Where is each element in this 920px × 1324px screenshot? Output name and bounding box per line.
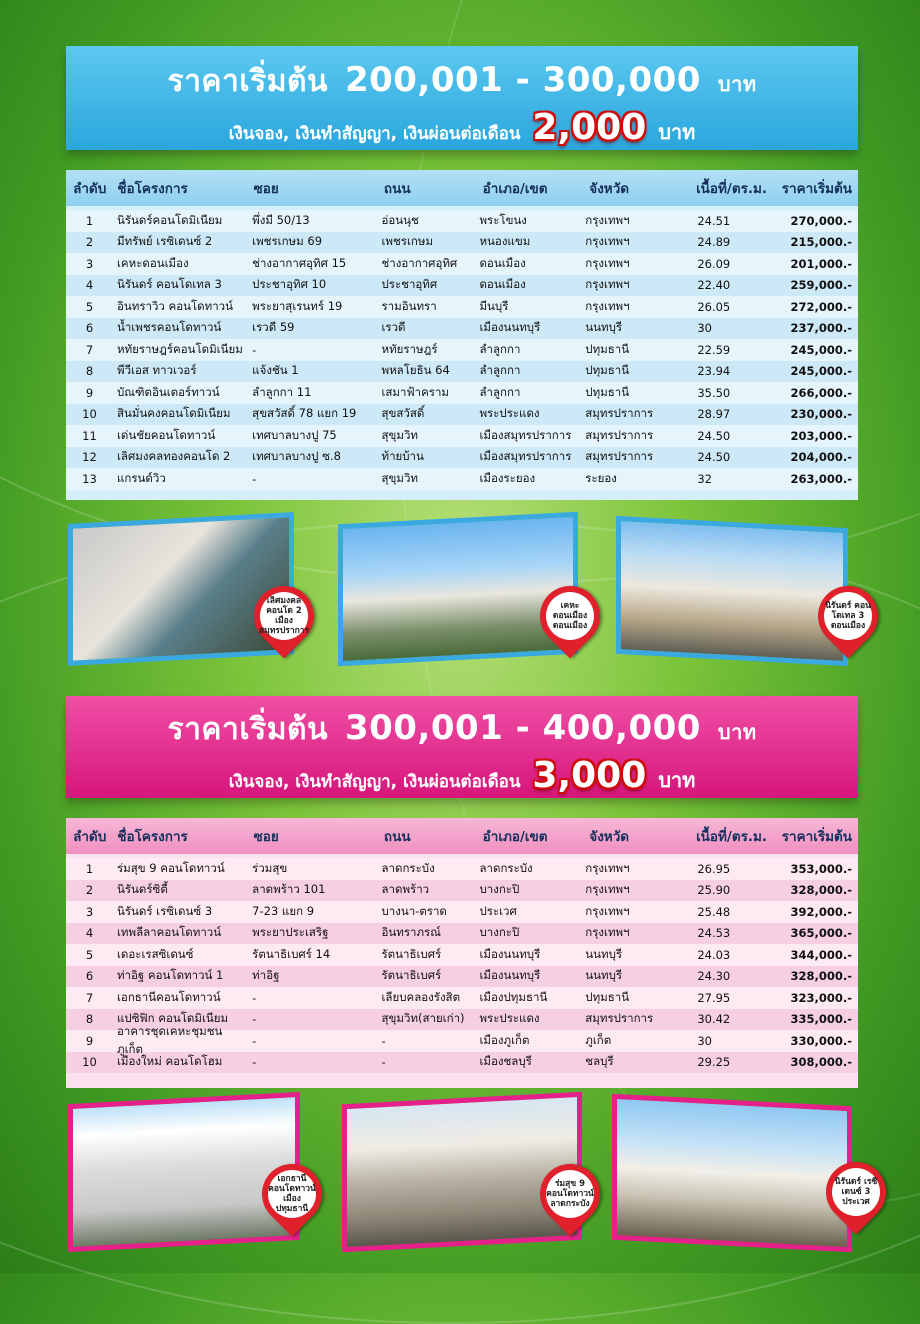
- col-province: กรุงเทพฯ: [585, 298, 630, 313]
- col-price: 330,000.-: [790, 1033, 852, 1048]
- col-road: สุขุมวิท: [381, 470, 418, 485]
- col-area: 23.94: [697, 364, 731, 379]
- col-no: 8: [85, 1012, 94, 1027]
- col-district: ประเวศ: [479, 903, 517, 918]
- table-row: [66, 210, 858, 232]
- col-soi: -: [252, 471, 257, 486]
- col-road: อ่อนนุช: [381, 212, 419, 227]
- header-col-province: จังหวัด: [589, 829, 630, 845]
- col-area: 26.95: [697, 861, 731, 876]
- col-price: 215,000.-: [790, 235, 852, 250]
- col-district: ดอนเมือง: [479, 255, 526, 270]
- col-road: เรวดี: [381, 320, 406, 335]
- col-district: เมืองสมุทรปราการ: [479, 449, 572, 464]
- col-price: 230,000.-: [790, 407, 852, 422]
- col-province: นนทบุรี: [585, 968, 623, 983]
- col-province: กรุงเทพฯ: [585, 277, 630, 292]
- col-district: เมืองระยอง: [479, 470, 536, 485]
- table-row: [66, 318, 858, 340]
- location-pin: นิรันดร์ เรซิเดนซ์ 3 ประเวศ: [814, 1150, 899, 1235]
- col-province: ปทุมธานี: [585, 363, 630, 378]
- col-district: ดอนเมือง: [479, 277, 526, 292]
- col-district: เมืองชลบุรี: [479, 1054, 532, 1069]
- col-project: สินมั่นคงคอนโดมิเนียม: [116, 406, 231, 421]
- col-project: เอกธานีคอนโดทาวน์: [116, 989, 221, 1004]
- col-soi: เทศบาลบางปู ซ.8: [252, 449, 341, 464]
- col-no: 5: [85, 299, 94, 314]
- section-2-subtitle: [66, 755, 858, 796]
- col-price: 323,000.-: [790, 990, 852, 1005]
- col-district: เมืองนนทบุรี: [479, 320, 541, 335]
- table-row: [66, 232, 858, 254]
- col-area: 24.51: [697, 213, 731, 228]
- col-no: 11: [82, 428, 97, 443]
- col-area: 24.30: [697, 969, 731, 984]
- col-district: ลาดกระบัง: [479, 860, 533, 875]
- col-project: นิรันดร์คอนโดมิเนียม: [116, 212, 223, 227]
- table-row: [66, 944, 858, 966]
- col-no: 9: [85, 1033, 94, 1048]
- price-range: 200,001 - 300,000: [344, 60, 701, 100]
- col-province: ปทุมธานี: [585, 384, 630, 399]
- section-2-banner: [66, 696, 858, 798]
- section-2-table: [66, 818, 858, 1088]
- col-road: สุขุมวิท: [381, 427, 418, 442]
- col-province: ปทุมธานี: [585, 341, 630, 356]
- col-district: พระประแดง: [479, 1011, 540, 1026]
- col-province: กรุงเทพฯ: [585, 212, 630, 227]
- col-soi: ประชาอุทิศ 10: [252, 277, 327, 292]
- col-area: 30: [697, 321, 712, 336]
- col-soi: 7-23 แยก 9: [252, 903, 315, 918]
- title-prefix: ราคาเริ่มต้น: [167, 64, 328, 99]
- col-road: ท้ายบ้าน: [381, 449, 424, 464]
- col-project: บัณฑิตอินเตอร์ทาวน์: [116, 384, 220, 399]
- header-col-soi: ซอย: [253, 829, 279, 845]
- header-col-area: เนื้อที่/ตร.ม.: [696, 829, 768, 845]
- col-road: ช่างอากาศอุทิศ: [381, 255, 458, 270]
- col-price: 266,000.-: [790, 385, 852, 400]
- col-district: มีนบุรี: [479, 298, 509, 313]
- col-area: 24.50: [697, 450, 731, 465]
- col-price: 365,000.-: [790, 926, 852, 941]
- project-photo: [68, 1092, 300, 1252]
- col-price: 392,000.-: [790, 904, 852, 919]
- price-unit: บาท: [717, 720, 757, 744]
- col-district: บางกะปิ: [479, 882, 520, 897]
- col-no: 4: [85, 926, 94, 941]
- location-pin: เคหะ ดอนเมือง ดอนเมือง: [528, 574, 613, 659]
- amount-unit: บาท: [658, 120, 696, 144]
- table-header: [66, 818, 858, 854]
- col-road: พหลโยธิน 64: [381, 363, 450, 378]
- col-price: 245,000.-: [790, 342, 852, 357]
- col-road: รามอินทรา: [381, 298, 437, 313]
- col-soi: -: [252, 342, 257, 357]
- location-pin: เลิศมงคล คอนโด 2 เมืองสมุทรปราการ: [242, 574, 327, 659]
- section-1-title: [66, 46, 858, 105]
- project-photo: [612, 1094, 852, 1253]
- table-row: [66, 966, 858, 988]
- col-district: เมืองนนทบุรี: [479, 946, 541, 961]
- col-soi: พระยาประเสริฐ: [252, 925, 329, 940]
- col-soi: สุขสวัสดิ์ 78 แยก 19: [252, 406, 357, 421]
- section-2-title: [66, 696, 858, 753]
- col-province: สมุทรปราการ: [585, 449, 654, 464]
- header-col-no: ลำดับ: [73, 181, 107, 197]
- table-row: [66, 275, 858, 297]
- table-row: [66, 382, 858, 404]
- col-project: เดอะเรสซิเดนซ์: [116, 946, 194, 961]
- col-soi: รัตนาธิเบศร์ 14: [252, 946, 331, 961]
- section-1-table: [66, 170, 858, 500]
- table-row: [66, 447, 858, 469]
- col-area: 24.03: [697, 947, 731, 962]
- table-row: [66, 923, 858, 945]
- project-photo: [342, 1092, 582, 1253]
- col-area: 25.90: [697, 883, 731, 898]
- col-province: นนทบุรี: [585, 320, 623, 335]
- header-col-road: ถนน: [383, 181, 411, 197]
- header-col-district: อำเภอ/เขต: [482, 181, 548, 197]
- col-no: 2: [85, 235, 94, 250]
- col-area: 26.05: [697, 299, 731, 314]
- col-project: เด่นชัยคอนโดทาวน์: [116, 427, 216, 442]
- col-area: 26.09: [697, 256, 731, 271]
- col-no: 3: [85, 256, 94, 271]
- price-section-2: [66, 696, 858, 1096]
- price-range: 300,001 - 400,000: [344, 708, 701, 748]
- col-no: 9: [85, 385, 94, 400]
- col-area: 30.42: [697, 1012, 731, 1027]
- header-col-project: ชื่อโครงการ: [117, 181, 188, 197]
- table-row: [66, 468, 858, 490]
- col-project: เลิศมงคลทองคอนโด 2: [116, 449, 231, 464]
- col-soi: แจ้งชัน 1: [252, 363, 299, 378]
- col-price: 308,000.-: [790, 1055, 852, 1070]
- col-province: สมุทรปราการ: [585, 427, 654, 442]
- col-road: เพชรเกษม: [381, 234, 434, 249]
- col-price: 328,000.-: [790, 969, 852, 984]
- col-area: 32: [697, 471, 712, 486]
- col-project: น้ำเพชรคอนโดทาวน์: [116, 320, 222, 335]
- col-road: -: [381, 1055, 386, 1070]
- table-header: [66, 170, 858, 206]
- col-price: 328,000.-: [790, 883, 852, 898]
- monthly-amount: 2,000: [532, 107, 647, 148]
- table-row: [66, 1023, 858, 1056]
- col-project: ท่าอิฐ คอนโดทาวน์ 1: [116, 968, 224, 983]
- col-project: นิรันดร์ เรซิเดนซ์ 3: [116, 903, 213, 918]
- col-road: ลาดพร้าว: [381, 882, 430, 897]
- col-no: 8: [85, 364, 94, 379]
- col-soi: ลาดพร้าว 101: [252, 882, 326, 897]
- header-col-district: อำเภอ/เขต: [482, 829, 548, 845]
- col-project: แกรนด์วิว: [116, 470, 166, 485]
- col-no: 3: [85, 904, 94, 919]
- col-district: ลำลูกกา: [479, 363, 521, 378]
- monthly-amount: 3,000: [532, 755, 647, 796]
- col-province: กรุงเทพฯ: [585, 234, 630, 249]
- col-soi: -: [252, 1012, 257, 1027]
- col-province: ภูเก็ต: [585, 1032, 612, 1047]
- col-area: 24.53: [697, 926, 731, 941]
- col-project: หทัยราษฎร์คอนโดมิเนียม: [116, 341, 243, 356]
- col-price: 203,000.-: [790, 428, 852, 443]
- table-row: [66, 987, 858, 1009]
- header-col-no: ลำดับ: [73, 829, 107, 845]
- col-road: เสมาฟ้าคราม: [381, 384, 449, 399]
- col-soi: -: [252, 1055, 257, 1070]
- col-road: อินทราภรณ์: [381, 925, 441, 940]
- col-no: 10: [82, 1055, 97, 1070]
- col-soi: เทศบาลบางปู 75: [252, 427, 337, 442]
- col-area: 28.97: [697, 407, 731, 422]
- header-col-project: ชื่อโครงการ: [117, 829, 188, 845]
- col-province: ชลบุรี: [585, 1054, 614, 1069]
- col-province: กรุงเทพฯ: [585, 925, 630, 940]
- col-road: สุขสวัสดิ์: [381, 406, 425, 421]
- col-soi: -: [252, 1033, 257, 1048]
- col-project: เทพลีลาคอนโดทาวน์: [116, 925, 222, 940]
- col-no: 6: [85, 321, 94, 336]
- col-road: ลาดกระบัง: [381, 860, 435, 875]
- col-soi: ท่าอิฐ: [252, 968, 280, 983]
- section-1-subtitle: [66, 107, 858, 148]
- col-area: 25.48: [697, 904, 731, 919]
- table-row: [66, 1052, 858, 1074]
- project-photo: [616, 516, 848, 666]
- col-price: 335,000.-: [790, 1012, 852, 1027]
- col-district: เมืองปทุมธานี: [479, 989, 548, 1004]
- col-province: กรุงเทพฯ: [585, 860, 630, 875]
- col-price: 237,000.-: [790, 321, 852, 336]
- col-area: 24.89: [697, 235, 731, 250]
- col-no: 12: [82, 450, 97, 465]
- table-row: [66, 404, 858, 426]
- col-district: พระประแดง: [479, 406, 540, 421]
- header-col-price: ราคาเริ่มต้น: [781, 829, 852, 845]
- col-area: 22.40: [697, 278, 731, 293]
- header-col-road: ถนน: [383, 829, 411, 845]
- col-price: 204,000.-: [790, 450, 852, 465]
- col-road: ประชาอุทิศ: [381, 277, 438, 292]
- col-no: 6: [85, 969, 94, 984]
- col-district: เมืองภูเก็ต: [479, 1032, 530, 1047]
- col-soi: ลำลูกกา 11: [252, 384, 312, 399]
- col-area: 24.50: [697, 428, 731, 443]
- col-province: กรุงเทพฯ: [585, 882, 630, 897]
- col-province: สมุทรปราการ: [585, 1011, 654, 1026]
- col-province: ปทุมธานี: [585, 989, 630, 1004]
- col-soi: พระยาสุเรนทร์ 19: [252, 298, 343, 313]
- col-price: 201,000.-: [790, 256, 852, 271]
- col-price: 353,000.-: [790, 861, 852, 876]
- col-district: เมืองนนทบุรี: [479, 968, 541, 983]
- col-road: เลียบคลองรังสิต: [381, 989, 461, 1004]
- col-province: ระยอง: [585, 470, 617, 485]
- col-province: สมุทรปราการ: [585, 406, 654, 421]
- col-no: 5: [85, 947, 94, 962]
- col-no: 2: [85, 883, 94, 898]
- header-col-province: จังหวัด: [589, 181, 630, 197]
- col-road: สุขุมวิท(สายเก่า): [381, 1011, 465, 1026]
- col-project: อาคารชุดเคหะชุมชนภูเก็ต: [116, 1023, 223, 1056]
- col-no: 7: [85, 990, 94, 1005]
- col-road: บางนา-ตราด: [381, 903, 447, 918]
- col-project: เคหะดอนเมือง: [116, 255, 189, 270]
- col-price: 263,000.-: [790, 471, 852, 486]
- col-no: 1: [85, 213, 94, 228]
- col-district: บางกะปิ: [479, 925, 520, 940]
- col-soi: เรวดี 59: [252, 320, 295, 335]
- col-price: 272,000.-: [790, 299, 852, 314]
- col-province: นนทบุรี: [585, 946, 623, 961]
- col-district: ลำลูกกา: [479, 341, 521, 356]
- col-soi: ช่างอากาศอุทิศ 15: [252, 255, 347, 270]
- col-soi: ร่วมสุข: [252, 860, 288, 875]
- header-col-area: เนื้อที่/ตร.ม.: [696, 181, 768, 197]
- amount-unit: บาท: [658, 768, 696, 792]
- col-project: นิรันดร์ คอนโดเทล 3: [116, 277, 222, 292]
- col-area: 22.59: [697, 342, 731, 357]
- col-project: ร่มสุข 9 คอนโดทาวน์: [116, 860, 225, 875]
- col-project: อินทราวิว คอนโดทาวน์: [116, 298, 234, 313]
- col-no: 1: [85, 861, 94, 876]
- col-road: รัตนาธิเบศร์: [381, 968, 442, 983]
- payment-text: เงินจอง, เงินทำสัญญา, เงินผ่อนต่อเดือน: [228, 124, 521, 144]
- table-row: [66, 296, 858, 318]
- col-soi: -: [252, 990, 257, 1005]
- location-pin: ร่มสุข 9 คอนโดทาวน์ ลาดกระบัง: [528, 1152, 613, 1237]
- col-district: พระโขนง: [479, 212, 527, 227]
- table-row: [66, 901, 858, 923]
- col-district: ลำลูกกา: [479, 384, 521, 399]
- col-soi: เพชรเกษม 69: [252, 234, 323, 249]
- col-no: 13: [82, 471, 97, 486]
- location-pin: เอกธานี คอนโดทาวน์ เมืองปทุมธานี: [250, 1152, 335, 1237]
- project-photo: [338, 512, 578, 667]
- col-project: แปซิฟิก คอนโดมิเนียม: [116, 1011, 229, 1026]
- col-area: 35.50: [697, 385, 731, 400]
- payment-text: เงินจอง, เงินทำสัญญา, เงินผ่อนต่อเดือน: [228, 772, 521, 792]
- col-no: 4: [85, 278, 94, 293]
- table-row: [66, 425, 858, 447]
- price-unit: บาท: [717, 72, 757, 96]
- col-project: เมืองใหม่ คอนโดโฮม: [116, 1054, 223, 1069]
- col-price: 270,000.-: [790, 213, 852, 228]
- col-area: 30: [697, 1033, 712, 1048]
- table-row: [66, 339, 858, 361]
- header-col-price: ราคาเริ่มต้น: [781, 181, 852, 197]
- col-district: เมืองสมุทรปราการ: [479, 427, 572, 442]
- col-price: 245,000.-: [790, 364, 852, 379]
- table-row: [66, 361, 858, 383]
- col-province: กรุงเทพฯ: [585, 903, 630, 918]
- col-road: หทัยราษฎร์: [381, 341, 438, 356]
- col-no: 7: [85, 342, 94, 357]
- col-area: 29.25: [697, 1055, 731, 1070]
- table-row: [66, 253, 858, 275]
- col-province: กรุงเทพฯ: [585, 255, 630, 270]
- col-price: 259,000.-: [790, 278, 852, 293]
- col-price: 344,000.-: [790, 947, 852, 962]
- col-district: หนองแขม: [479, 234, 531, 249]
- section-1-banner: [66, 46, 858, 150]
- col-project: นิรันดร์ซิตี้: [116, 882, 168, 897]
- col-area: 27.95: [697, 990, 731, 1005]
- col-road: -: [381, 1033, 386, 1048]
- col-project: พีวีเอส ทาวเวอร์: [116, 363, 197, 378]
- location-pin: นิรันดร์ คอนโดเทล 3 ดอนเมือง: [806, 574, 891, 659]
- col-no: 10: [82, 407, 97, 422]
- table-row: [66, 858, 858, 880]
- col-road: รัตนาธิเบศร์: [381, 946, 442, 961]
- table-row: [66, 880, 858, 902]
- header-col-soi: ซอย: [253, 181, 279, 197]
- project-photo: [68, 512, 294, 666]
- col-soi: พึ่งมี 50/13: [252, 212, 310, 227]
- col-project: มีทรัพย์ เรซิเดนซ์ 2: [116, 234, 213, 249]
- title-prefix: ราคาเริ่มต้น: [167, 712, 328, 747]
